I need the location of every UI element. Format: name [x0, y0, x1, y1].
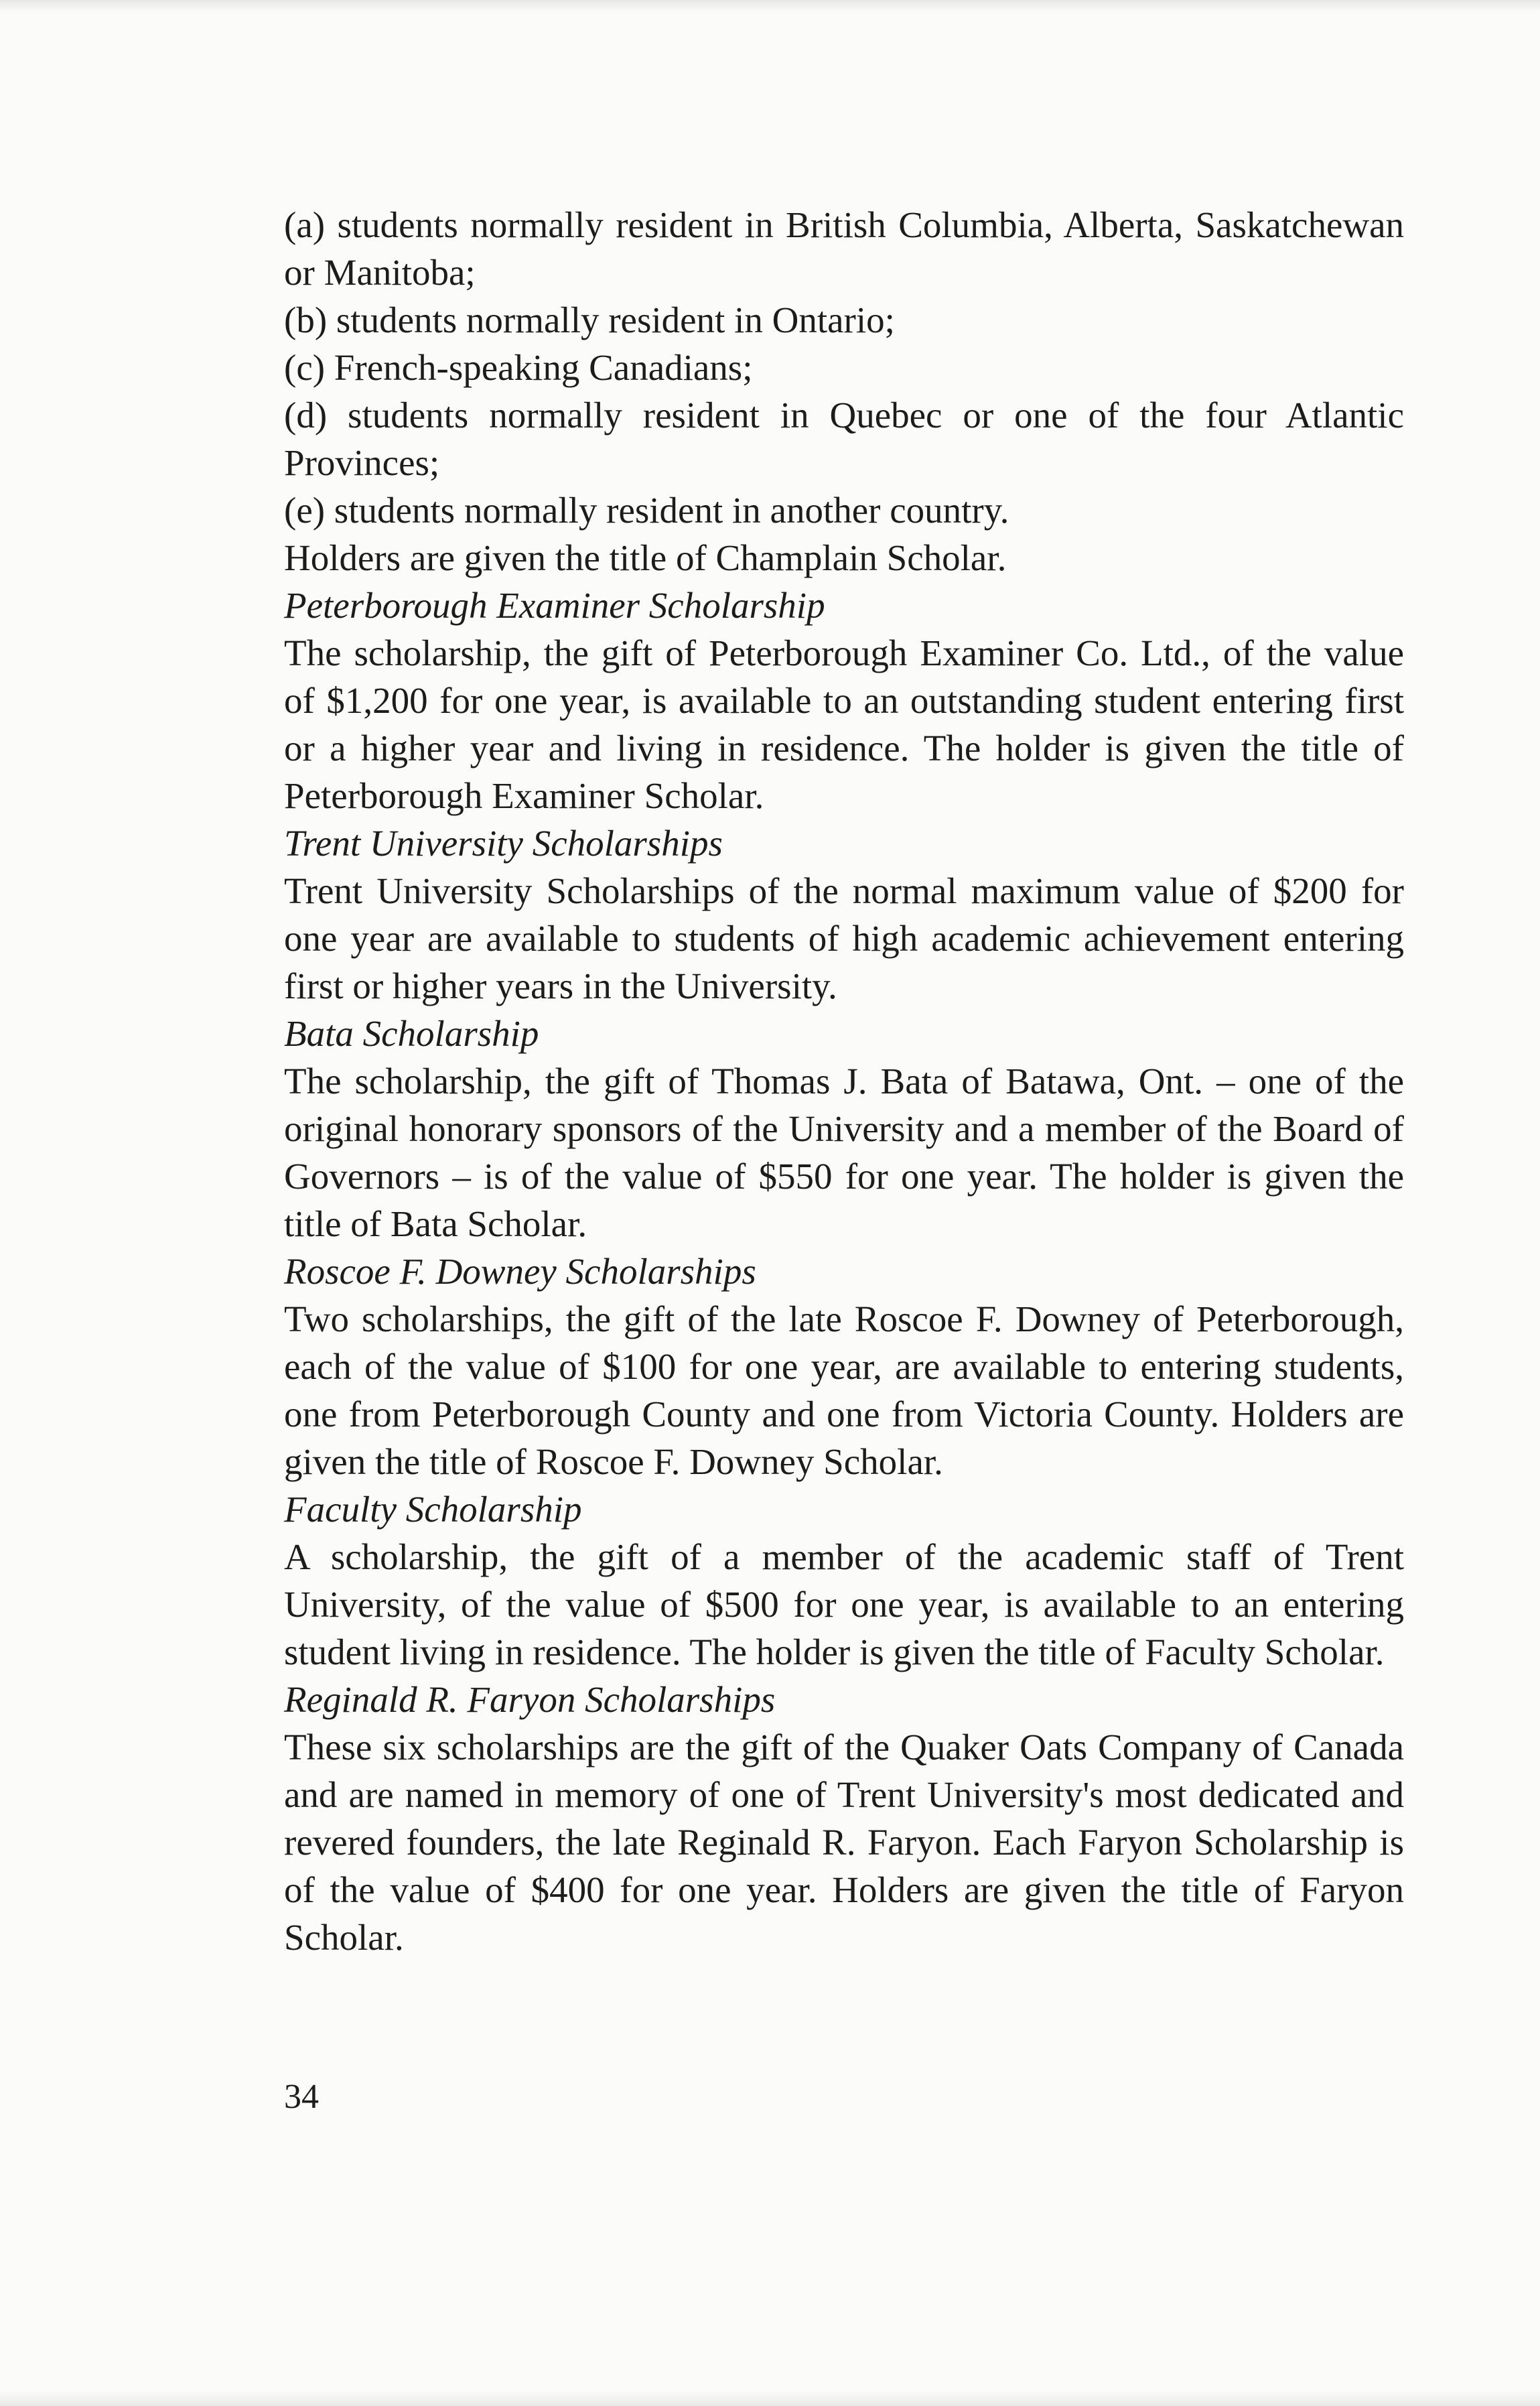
section-body-bata: The scholarship, the gift of Thomas J. Bata of Batawa, Ont. – one of the original honorary sponsors of the University and a member of the Board of Governors – is of the value of $550 for one year. The holder is given the title of Bata Scholar.: [284, 1061, 1404, 1244]
champlain-scholar-note: Holders are given the title of Champlain Scholar.: [284, 537, 1007, 578]
page-top-edge: [0, 0, 1540, 12]
list-item-d: (d) students normally resident in Quebec or one of the four Atlantic Provinces;: [284, 395, 1404, 483]
list-item-c: (c) French-speaking Canadians;: [284, 347, 753, 388]
list-item-a: (a) students normally resident in British Columbia, Alberta, Saskatchewan or Manitoba;: [284, 204, 1404, 293]
section-body-faculty: A scholarship, the gift of a member of the academic staff of Trent University, of the value of $500 for one year, is available to an entering student living in residence. The holder is given the title of Faculty Scholar.: [284, 1536, 1404, 1672]
section-heading-faculty: Faculty Scholarship: [284, 1489, 582, 1530]
list-item-e: (e) students normally resident in another country.: [284, 490, 1009, 531]
section-body-roscoe-downey: Two scholarships, the gift of the late Roscoe F. Downey of Peterborough, each of the value of $100 for one year, are available to entering students, one from Peterborough County and one from Victoria County. Holders are given the title of Roscoe F. Downey Scholar.: [284, 1298, 1404, 1482]
list-item-b: (b) students normally resident in Ontario;: [284, 299, 895, 340]
section-heading-trent-university: Trent University Scholarships: [284, 823, 723, 864]
section-heading-roscoe-downey: Roscoe F. Downey Scholarships: [284, 1251, 756, 1292]
section-heading-faryon: Reginald R. Faryon Scholarships: [284, 1679, 776, 1720]
section-body-faryon: These six scholarships are the gift of the Quaker Oats Company of Canada and are named in memory of one of Trent University's most dedicated and revered founders, the late Reginald R. Faryon. Each Faryon Scholarship is of the value of $400 for one year. Holders are given the title of Faryon Scholar.: [284, 1727, 1404, 1958]
section-body-peterborough-examiner: The scholarship, the gift of Peterborough Examiner Co. Ltd., of the value of $1,200 for one year, is available to an outstanding student entering first or a higher year and living in residence. The holder is given the title of Peterborough Examiner Scholar.: [284, 632, 1404, 816]
section-body-trent-university: Trent University Scholarships of the normal maximum value of $200 for one year are available to students of high academic achievement entering first or higher years in the University.: [284, 870, 1404, 1006]
section-heading-bata: Bata Scholarship: [284, 1013, 539, 1054]
page-bottom-edge: [0, 2391, 1540, 2406]
page-number: 34: [284, 2078, 319, 2116]
page-body-text: [284, 201, 1404, 1961]
section-heading-peterborough-examiner: Peterborough Examiner Scholarship: [284, 585, 825, 626]
